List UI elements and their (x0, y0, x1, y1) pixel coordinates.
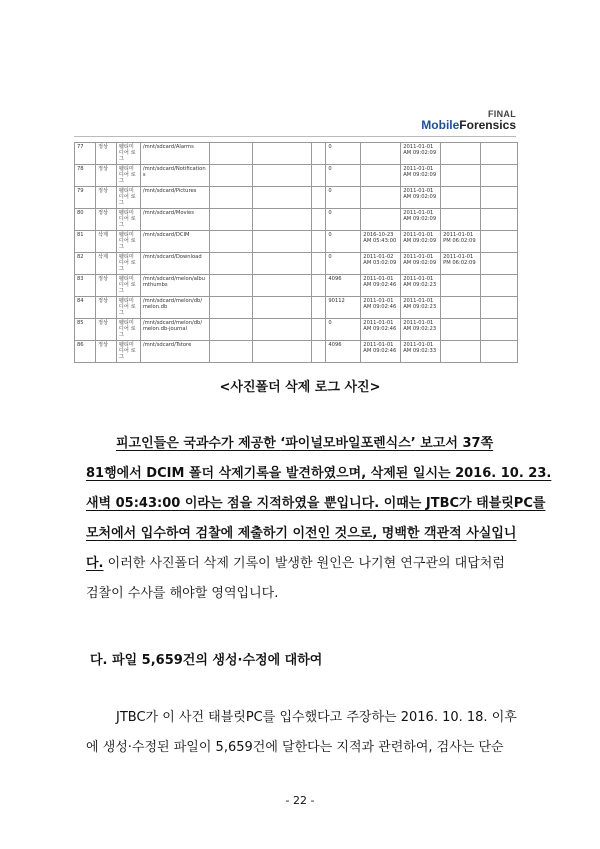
paragraph-deletion-record (86, 429, 552, 609)
table-cell (209, 341, 252, 363)
table-cell (252, 297, 312, 319)
table-cell (441, 319, 481, 341)
table-cell: 2011-01-01 AM 09:02:09 (401, 143, 441, 165)
table-cell: 정상 (95, 143, 116, 165)
table-row (75, 319, 518, 341)
table-cell: 0 (326, 209, 361, 231)
table-cell: 펠티미디어 로그 (116, 187, 140, 209)
table-cell: 2016-10-23 AM 05:43:00 (361, 231, 401, 253)
table-cell: 펠티미디어 로그 (116, 253, 140, 275)
paragraph-file-count (86, 703, 520, 763)
table-cell: 85 (75, 319, 96, 341)
table-cell (312, 297, 326, 319)
table-cell: 77 (75, 143, 96, 165)
para1-line2: 81행에서 DCIM 폴더 삭제기록을 발견하였으며, 삭제된 일시는 2016. 10. 23. (86, 466, 552, 481)
table-cell (481, 187, 518, 209)
table-cell (312, 143, 326, 165)
final-mobile-forensics-logo (421, 110, 516, 134)
table-cell (312, 253, 326, 275)
table-cell (441, 165, 481, 187)
table-cell: 0 (326, 253, 361, 275)
table-cell (209, 165, 252, 187)
table-cell (252, 231, 312, 253)
table-cell: 펠티미디어 로그 (116, 165, 140, 187)
table-cell: 삭제 (95, 253, 116, 275)
table-cell: 펠티미디어 로그 (116, 231, 140, 253)
table-cell (441, 187, 481, 209)
table-cell (312, 275, 326, 297)
table-cell: /mnt/sdcard/melon/albumthumbs (140, 275, 209, 297)
table-cell: 0 (326, 187, 361, 209)
table-cell (252, 187, 312, 209)
table-cell: 78 (75, 165, 96, 187)
table-row (75, 297, 518, 319)
table-cell: 정상 (95, 275, 116, 297)
logo-final-text: FINAL (488, 109, 516, 119)
table-row (75, 341, 518, 363)
table-cell (312, 231, 326, 253)
table-cell: /mnt/sdcard/melon/db/melon.db (140, 297, 209, 319)
table-cell (481, 231, 518, 253)
table-cell: 펠티미디어 로그 (116, 341, 140, 363)
table-cell (441, 341, 481, 363)
table-cell (361, 209, 401, 231)
table-row (75, 143, 518, 165)
table-cell (209, 319, 252, 341)
table-cell: 정상 (95, 341, 116, 363)
table-cell (209, 209, 252, 231)
table-cell: 2011-01-01 AM 09:02:09 (401, 231, 441, 253)
para1-line5: 다. 이러한 사진폴더 삭제 기록이 발생한 원인은 나기현 연구관의 대답처럼 (86, 556, 505, 571)
table-cell: 0 (326, 143, 361, 165)
para2-line2: 에 생성·수정된 파일이 5,659건에 달한다는 지적과 관련하여, 검사는 단순 (86, 740, 504, 755)
table-cell (481, 275, 518, 297)
table-row (75, 165, 518, 187)
table-cell (312, 187, 326, 209)
table-cell: /mnt/sdcard/melon/db/melon.db-journal (140, 319, 209, 341)
forensic-report-screenshot (70, 106, 518, 368)
table-cell: 80 (75, 209, 96, 231)
table-cell: 펠티미디어 로그 (116, 319, 140, 341)
table-cell (252, 275, 312, 297)
table-cell: 82 (75, 253, 96, 275)
table-cell: 83 (75, 275, 96, 297)
table-cell (209, 297, 252, 319)
table-cell: 0 (326, 231, 361, 253)
table-cell (441, 297, 481, 319)
table-cell (312, 209, 326, 231)
table-cell: 0 (326, 165, 361, 187)
table-cell (209, 231, 252, 253)
table-cell: 2011-01-01 AM 09:02:09 (401, 209, 441, 231)
table-cell: /mnt/sdcard/Notifications (140, 165, 209, 187)
page-number: - 22 - (285, 794, 315, 807)
header-rule (74, 136, 516, 137)
para1-line6: 검찰이 수사를 해야할 영역입니다. (86, 586, 279, 601)
table-cell (312, 341, 326, 363)
table-cell: 79 (75, 187, 96, 209)
table-cell: 정상 (95, 165, 116, 187)
figure-caption: <사진폴더 삭제 로그 사진> (219, 380, 381, 395)
section-heading: 다. 파일 5,659건의 생성·수정에 대하여 (90, 653, 323, 668)
table-cell: 펠티미디어 로그 (116, 143, 140, 165)
table-cell (252, 319, 312, 341)
table-cell: /mnt/sdcard/DCIM (140, 231, 209, 253)
table-cell: 2011-01-01 AM 09:02:46 (361, 341, 401, 363)
table-cell (361, 143, 401, 165)
table-row (75, 209, 518, 231)
table-cell (481, 165, 518, 187)
table-cell (252, 209, 312, 231)
table-cell (481, 319, 518, 341)
table-cell: 정상 (95, 319, 116, 341)
table-cell (209, 253, 252, 275)
table-cell: /mnt/sdcard/Pictures (140, 187, 209, 209)
table-cell: 삭제 (95, 231, 116, 253)
table-cell: 펠티미디어 로그 (116, 297, 140, 319)
table-cell (441, 275, 481, 297)
table-cell: 정상 (95, 209, 116, 231)
table-cell (209, 143, 252, 165)
table-cell (441, 143, 481, 165)
table-cell: 정상 (95, 187, 116, 209)
table-cell: 2011-01-01 PM 06:02:09 (441, 253, 481, 275)
table-cell (252, 165, 312, 187)
table-cell: 2011-01-01 AM 09:02:46 (361, 297, 401, 319)
para2-line1: JTBC가 이 사건 태블릿PC를 입수했다고 주장하는 2016. 10. 18. 이후 (116, 710, 517, 725)
table-cell: 4096 (326, 341, 361, 363)
para1-line4: 모처에서 입수하여 검찰에 제출하기 이전인 것으로, 명백한 객관적 사실입니 (86, 526, 517, 541)
table-cell: 2011-01-01 AM 09:02:46 (361, 319, 401, 341)
table-cell (252, 253, 312, 275)
table-cell (361, 187, 401, 209)
logo-mobile-text: Mobile (421, 118, 460, 132)
table-cell: 2011-01-01 AM 09:02:09 (401, 253, 441, 275)
table-cell (252, 143, 312, 165)
table-cell: 펠티미디어 로그 (116, 275, 140, 297)
table-cell (481, 341, 518, 363)
table-cell: /mnt/sdcard/Download (140, 253, 209, 275)
table-cell: 정상 (95, 297, 116, 319)
table-cell: 84 (75, 297, 96, 319)
table-cell: 2011-01-01 AM 09:02:23 (401, 319, 441, 341)
table-cell: /mnt/sdcard/Alarms (140, 143, 209, 165)
table-cell: 2011-01-01 AM 09:02:23 (401, 297, 441, 319)
table-cell: 0 (326, 319, 361, 341)
table-cell: /mnt/sdcard/Tstore (140, 341, 209, 363)
table-cell: 펠티미디어 로그 (116, 209, 140, 231)
deletion-log-table (74, 142, 518, 363)
table-cell: 86 (75, 341, 96, 363)
table-cell: 2011-01-01 AM 09:02:09 (401, 165, 441, 187)
table-cell (481, 143, 518, 165)
table-cell (441, 209, 481, 231)
table-cell (312, 319, 326, 341)
table-cell (252, 341, 312, 363)
table-row (75, 187, 518, 209)
table-cell: 2011-01-02 AM 03:02:09 (361, 253, 401, 275)
para1-line1: 피고인들은 국과수가 제공한 ‘파이널모바일포렌식스’ 보고서 37쪽 (116, 436, 494, 451)
table-row (75, 275, 518, 297)
table-cell: 4096 (326, 275, 361, 297)
table-cell (312, 165, 326, 187)
logo-forensics-text: Forensics (459, 118, 516, 132)
table-cell: 90112 (326, 297, 361, 319)
table-cell (481, 209, 518, 231)
table-cell: 2011-01-01 PM 06:02:09 (441, 231, 481, 253)
table-cell: 2011-01-01 AM 09:02:23 (401, 275, 441, 297)
table-row (75, 253, 518, 275)
table-cell: 2011-01-01 AM 09:02:46 (361, 275, 401, 297)
table-cell: 81 (75, 231, 96, 253)
table-cell: 2011-01-01 AM 09:02:33 (401, 341, 441, 363)
table-cell (481, 297, 518, 319)
para1-line3: 새벽 05:43:00 이라는 점을 지적하였을 뿐입니다. 이때는 JTBC가 태블릿PC를 (86, 496, 546, 511)
table-row (75, 231, 518, 253)
table-cell (209, 187, 252, 209)
table-cell (481, 253, 518, 275)
table-cell (361, 165, 401, 187)
table-cell (209, 275, 252, 297)
table-cell: /mnt/sdcard/Movies (140, 209, 209, 231)
table-cell: 2011-01-01 AM 09:02:09 (401, 187, 441, 209)
